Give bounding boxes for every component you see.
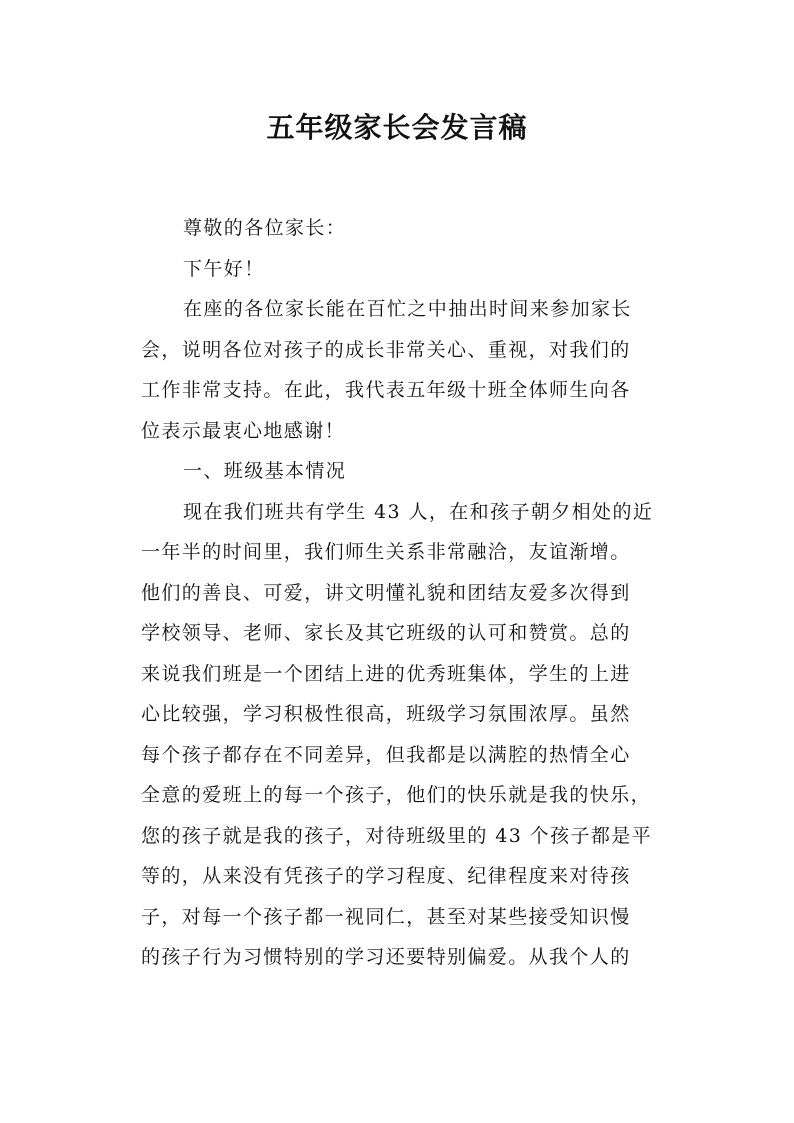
section-line: 心比较强，学习积极性很高，班级学习氛围浓厚。虽然 [141, 703, 631, 725]
section-line: 学校领导、老师、家长及其它班级的认可和赞赏。总的 [141, 622, 631, 644]
document-body [141, 208, 659, 978]
salutation-line: 下午好！ [183, 257, 265, 280]
intro-line: 在座的各位家长能在百忙之中抽出时间来参加家长 [183, 298, 632, 320]
intro-line: 会，说明各位对孩子的成长非常关心、重视，对我们的 [141, 338, 631, 361]
document-title: 五年级家长会发言稿 [266, 111, 528, 144]
section-line: 现在我们班共有学生 43 人，在和孩子朝夕相处的近 [183, 500, 654, 523]
section-line: 子，对每一个孩子都一视同仁，甚至对某些接受知识慢 [141, 905, 631, 928]
section-line: 一年半的时间里，我们师生关系非常融洽，友谊渐增。 [141, 541, 631, 563]
section-line: 来说我们班是一个团结上进的优秀班集体，学生的上进 [141, 662, 631, 685]
section-line: 的孩子行为习惯特别的学习还要特别偏爱。从我个人的 [141, 946, 631, 968]
greeting-line: 尊敬的各位家长： [183, 217, 347, 239]
section-line: 每个孩子都存在不同差异，但我都是以满腔的热情全心 [141, 743, 631, 766]
section-line: 等的，从来没有凭孩子的学习程度、纪律程度来对待孩 [141, 865, 631, 887]
intro-line: 工作非常支持。在此，我代表五年级十班全体师生向各 [141, 379, 631, 401]
section-heading: 一、班级基本情况 [183, 460, 347, 482]
section-line: 全意的爱班上的每一个孩子，他们的快乐就是我的快乐， [141, 784, 652, 806]
section-line: 他们的善良、可爱，讲文明懂礼貌和团结友爱多次得到 [141, 581, 631, 604]
section-line: 您的孩子就是我的孩子，对待班级里的 43 个孩子都是平 [141, 824, 653, 847]
intro-line: 位表示最衷心地感谢！ [141, 419, 346, 442]
